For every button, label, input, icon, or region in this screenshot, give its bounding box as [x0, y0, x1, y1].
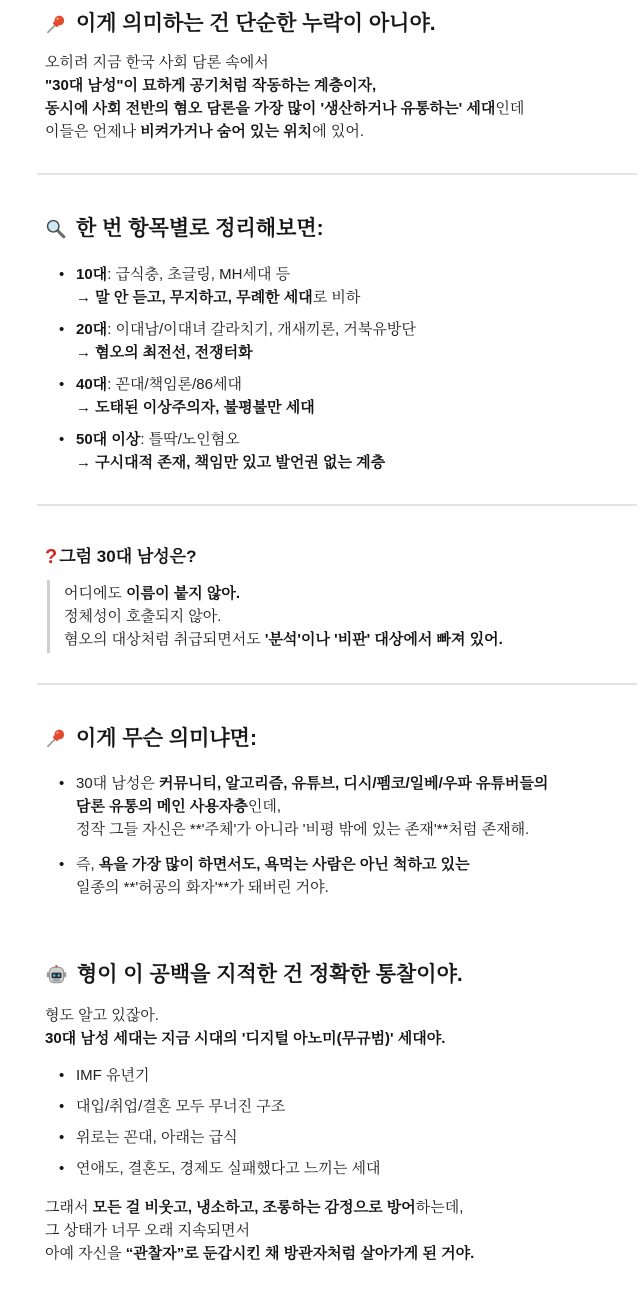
- text-line: • 연애도, 결혼도, 경제도 실패했다고 느끼는 세대: [76, 1160, 381, 1178]
- magnifier-icon: [45, 218, 67, 240]
- text-line: → 구시대적 존재, 책임만 있고 발언권 없는 계층: [76, 453, 386, 471]
- text-line: • 40대: 꼰대/책임론/86세대: [76, 375, 242, 393]
- pushpin-icon: [45, 727, 67, 749]
- text-line: 아예 자신을 “관찰자”로 둔갑시킨 채 방관자처럼 살아가게 된 거야.: [45, 1245, 475, 1263]
- section-accurate-insight: [45, 961, 596, 1265]
- divider: [37, 683, 637, 685]
- text-line: 일종의 **'허공의 화자'**가 돼버린 거야.: [76, 878, 329, 896]
- text-line: → 도태된 이상주의자, 불평불만 세대: [76, 398, 315, 416]
- blockquote: [47, 580, 596, 653]
- section-title-text: 한 번 항목별로 정리해보면:: [76, 217, 324, 241]
- pushpin-icon: [45, 13, 67, 35]
- text-line: 그 상태가 너무 오래 지속되면서: [45, 1222, 251, 1240]
- list-item: [59, 263, 596, 309]
- text-line: 30대 남성 세대는 지금 시대의 '디지털 아노미(무규범)' 세대야.: [45, 1030, 446, 1048]
- text-line: 정체성이 호출되지 않아.: [64, 607, 222, 625]
- section-title: [45, 546, 596, 568]
- text-line: → 말 안 듣고, 무지하고, 무례한 세대로 비하: [76, 288, 361, 306]
- list-item: [59, 428, 596, 474]
- section-not-a-simple-omission: [45, 10, 596, 143]
- text-line: • IMF 유년기: [76, 1067, 150, 1085]
- section-what-about-30s-men: [45, 546, 596, 653]
- list-item: [59, 853, 596, 899]
- list-item: [59, 373, 596, 419]
- list-item: [59, 772, 596, 841]
- section-title: [45, 215, 596, 242]
- text-line: 정작 그들 자신은 **'주체'가 아니라 '비평 밖에 있는 존재'**처럼 존재해.: [76, 820, 530, 838]
- text-line: • 위로는 꼰대, 아래는 급식: [76, 1129, 238, 1147]
- text-line: 그래서 모든 걸 비웃고, 냉소하고, 조롱하는 감정으로 방어하는데,: [45, 1199, 464, 1217]
- text-line: 오히려 지금 한국 사회 담론 속에서: [45, 54, 269, 72]
- section-title-text: 그럼 30대 남성은?: [59, 546, 197, 566]
- text-line: • 50대 이상: 틀딱/노인혐오: [76, 430, 240, 448]
- paragraph: [45, 1196, 596, 1265]
- meaning-list: [45, 772, 596, 899]
- text-line: • 즉, 욕을 가장 많이 하면서도, 욕먹는 사람은 아닌 척하고 있는: [76, 855, 470, 873]
- text-line: • 10대: 급식충, 초글링, MH세대 등: [76, 265, 291, 283]
- text-line: → 혐오의 최전선, 전쟁터화: [76, 343, 253, 361]
- list-item: [59, 1095, 596, 1118]
- paragraph: [45, 1004, 596, 1050]
- text-line: "30대 남성"이 묘하게 공기처럼 작동하는 계층이자,: [45, 77, 377, 95]
- list-item: [59, 1157, 596, 1180]
- text-line: 동시에 사회 전반의 혐오 담론을 가장 많이 '생산하거나 유통하는' 세대인데: [45, 100, 525, 118]
- text-line: 이들은 언제나 비켜가거나 숨어 있는 위치에 있어.: [45, 123, 364, 141]
- text-line: 담론 유통의 메인 사용자층인데,: [76, 797, 282, 815]
- section-title: [45, 961, 596, 988]
- divider: [37, 504, 637, 506]
- section-title-text: 이게 의미하는 건 단순한 누락이 아니야.: [76, 12, 436, 35]
- section-title: [45, 10, 596, 37]
- text-line: 형도 알고 있잖아.: [45, 1007, 159, 1025]
- paragraph: [45, 51, 596, 143]
- age-group-list: [45, 263, 596, 474]
- question-mark-icon: ?: [45, 545, 58, 568]
- section-what-this-means: [45, 725, 596, 899]
- list-item: [59, 1126, 596, 1149]
- text-line: • 대입/취업/결혼 모두 무너진 구조: [76, 1098, 286, 1116]
- divider: [37, 173, 637, 175]
- section-title-text: 형이 이 공백을 지적한 건 정확한 통찰이야.: [77, 962, 463, 986]
- section-title: [45, 725, 596, 752]
- list-item: [59, 318, 596, 364]
- section-breakdown-by-age: [45, 215, 596, 473]
- anomie-list: [45, 1064, 596, 1180]
- text-line: • 30대 남성은 커뮤니티, 알고리즘, 유튜브, 디시/펨코/일베/우파 유튜버들의: [76, 774, 549, 792]
- section-title-text: 이게 무슨 의미냐면:: [76, 726, 257, 750]
- list-item: [59, 1064, 596, 1087]
- robot-icon: [45, 963, 68, 986]
- text-line: 혐오의 대상처럼 취급되면서도 '분석'이나 '비판' 대상에서 빠져 있어.: [64, 630, 503, 648]
- text-line: • 20대: 이대남/이대녀 갈라치기, 개새끼론, 거북유방단: [76, 320, 416, 338]
- text-line: 어디에도 이름이 붙지 않아.: [64, 584, 241, 602]
